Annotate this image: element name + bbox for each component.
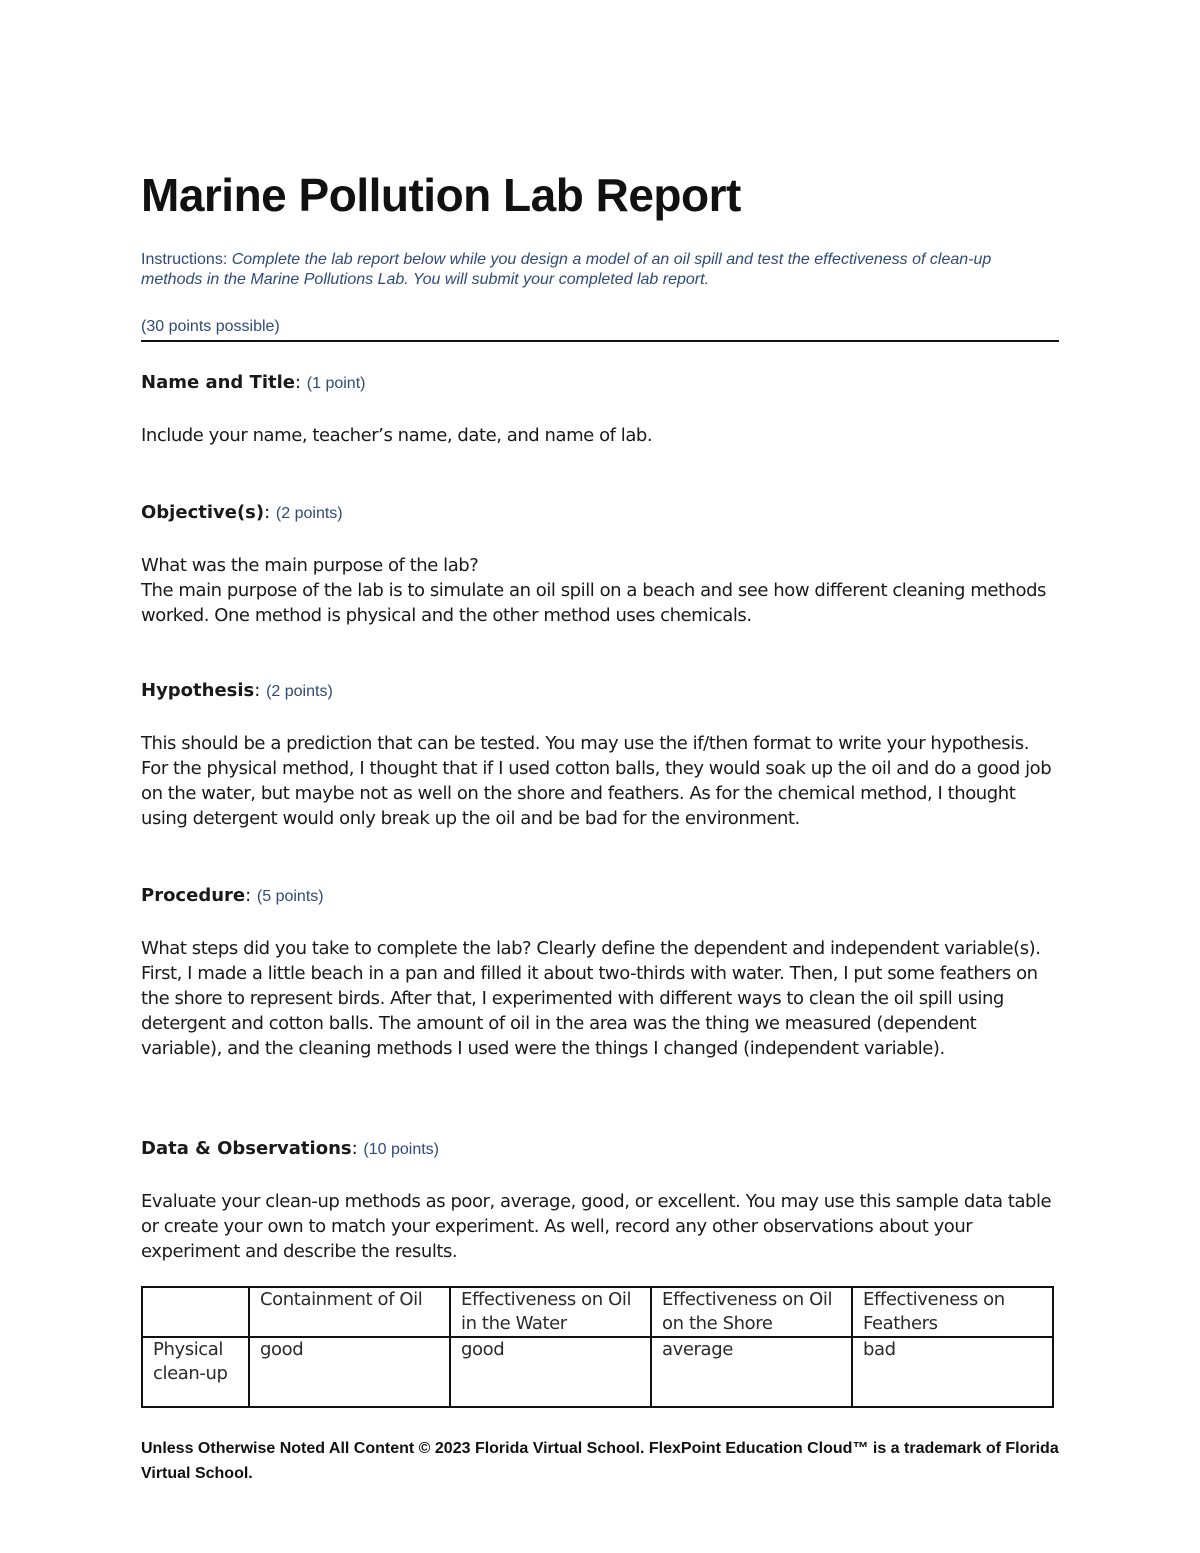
section-points: (2 points) [266,683,333,700]
section-heading: Data & Observations [141,1138,352,1159]
table-cell: good [249,1337,450,1407]
section-prompt: What steps did you take to complete the lab? Clearly define the dependent and independent variable(s). [141,938,1041,959]
section-points: (1 point) [306,375,366,392]
section-objectives: Objective(s): (2 points) What was the main purpose of the lab? The main purpose of the lab is to simulate an oil spill on a beach and see how different cleaning methods worked. One method is physical and the other method uses chemicals. [141,500,1061,628]
section-heading: Objective(s) [141,502,265,523]
section-points: (5 points) [256,888,324,905]
divider [141,340,1059,342]
section-prompt: Include your name, teacher’s name, date, and name of lab. [141,425,653,446]
section-heading: Name and Title [141,372,295,393]
table-cell: average [651,1337,852,1407]
table-cell: good [450,1337,651,1407]
section-answer: For the physical method, I thought that if I used cotton balls, they would soak up the oil and do a good job on the water, but maybe not as well on the shore and feathers. As for the chemical method, I thought using detergent would only break up the oil and be bad for the environment. [141,758,1052,829]
instructions-label: Instructions: [141,251,232,268]
table-header-row [142,1287,1053,1337]
section-points: (10 points) [363,1141,439,1158]
instructions [141,250,1041,290]
section-prompt: What was the main purpose of the lab? [141,555,479,576]
table-header-cell: Effectiveness on Oil on the Shore [651,1287,852,1337]
section-heading: Hypothesis [141,680,255,701]
section-procedure: Procedure: (5 points) What steps did you take to complete the lab? Clearly define the dependent and independent variable(s). First, I made a little beach in a pan and filled it about two-thirds with water. Then, I put some feathers on the shore to represent birds. After that, I experimented with different ways to clean the oil spill using detergent and cotton balls. The amount of oil in the area was the thing we measured (dependent variable), and the cleaning methods I used were the things I changed (independent variable). [141,883,1061,1061]
section-prompt: Evaluate your clean-up methods as poor, average, good, or excellent. You may use this sample data table or create your own to match your experiment. As well, record any other observations about your experiment and describe the results. [141,1191,1052,1262]
section-points: (2 points) [275,505,343,522]
section-data-observations: Data & Observations: (10 points) Evaluate your clean-up methods as poor, average, good, or excellent. You may use this sample data table or create your own to match your experiment. As well, record any other observations about your experiment and describe the results. [141,1136,1061,1264]
points-possible: (30 points possible) [141,318,280,335]
page-title: Marine Pollution Lab Report [141,169,741,221]
section-answer: The main purpose of the lab is to simulate an oil spill on a beach and see how different cleaning methods worked. One method is physical and the other method uses chemicals. [141,580,1046,626]
table-header-cell [142,1287,249,1337]
section-heading: Procedure [141,885,246,906]
table-cell: Physical clean-up [142,1337,249,1407]
section-prompt: This should be a prediction that can be tested. You may use the if/then format to write your hypothesis. [141,733,1029,754]
table-cell: bad [852,1337,1053,1407]
instructions-body: Complete the lab report below while you design a model of an oil spill and test the effectiveness of clean-up methods in the Marine Pollutions Lab. You will submit your completed lab report. [141,251,992,288]
table-header-cell: Effectiveness on Feathers [852,1287,1053,1337]
data-table [141,1286,1054,1408]
copyright-footer: Unless Otherwise Noted All Content © 2023 Florida Virtual School. FlexPoint Education Cloud™ is a trademark of Florida Virtual School. [141,1440,1059,1482]
table-header-cell: Containment of Oil [249,1287,450,1337]
section-hypothesis: Hypothesis: (2 points) This should be a prediction that can be tested. You may use the if/then format to write your hypothesis. For the physical method, I thought that if I used cotton balls, they would soak up the oil and do a good job on the water, but maybe not as well on the shore and feathers. As for the chemical method, I thought using detergent would only break up the oil and be bad for the environment. [141,678,1061,831]
section-name-title: Name and Title: (1 point) Include your name, teacher’s name, date, and name of lab. [141,370,1061,448]
table-row [142,1337,1053,1407]
section-answer: First, I made a little beach in a pan and filled it about two-thirds with water. Then, I put some feathers on the shore to represent birds. After that, I experimented with different ways to clean the oil spill using detergent and cotton balls. The amount of oil in the area was the thing we measured (dependent variable), and the cleaning methods I used were the things I changed (independent variable). [141,963,1038,1059]
table-header-cell: Effectiveness on Oil in the Water [450,1287,651,1337]
